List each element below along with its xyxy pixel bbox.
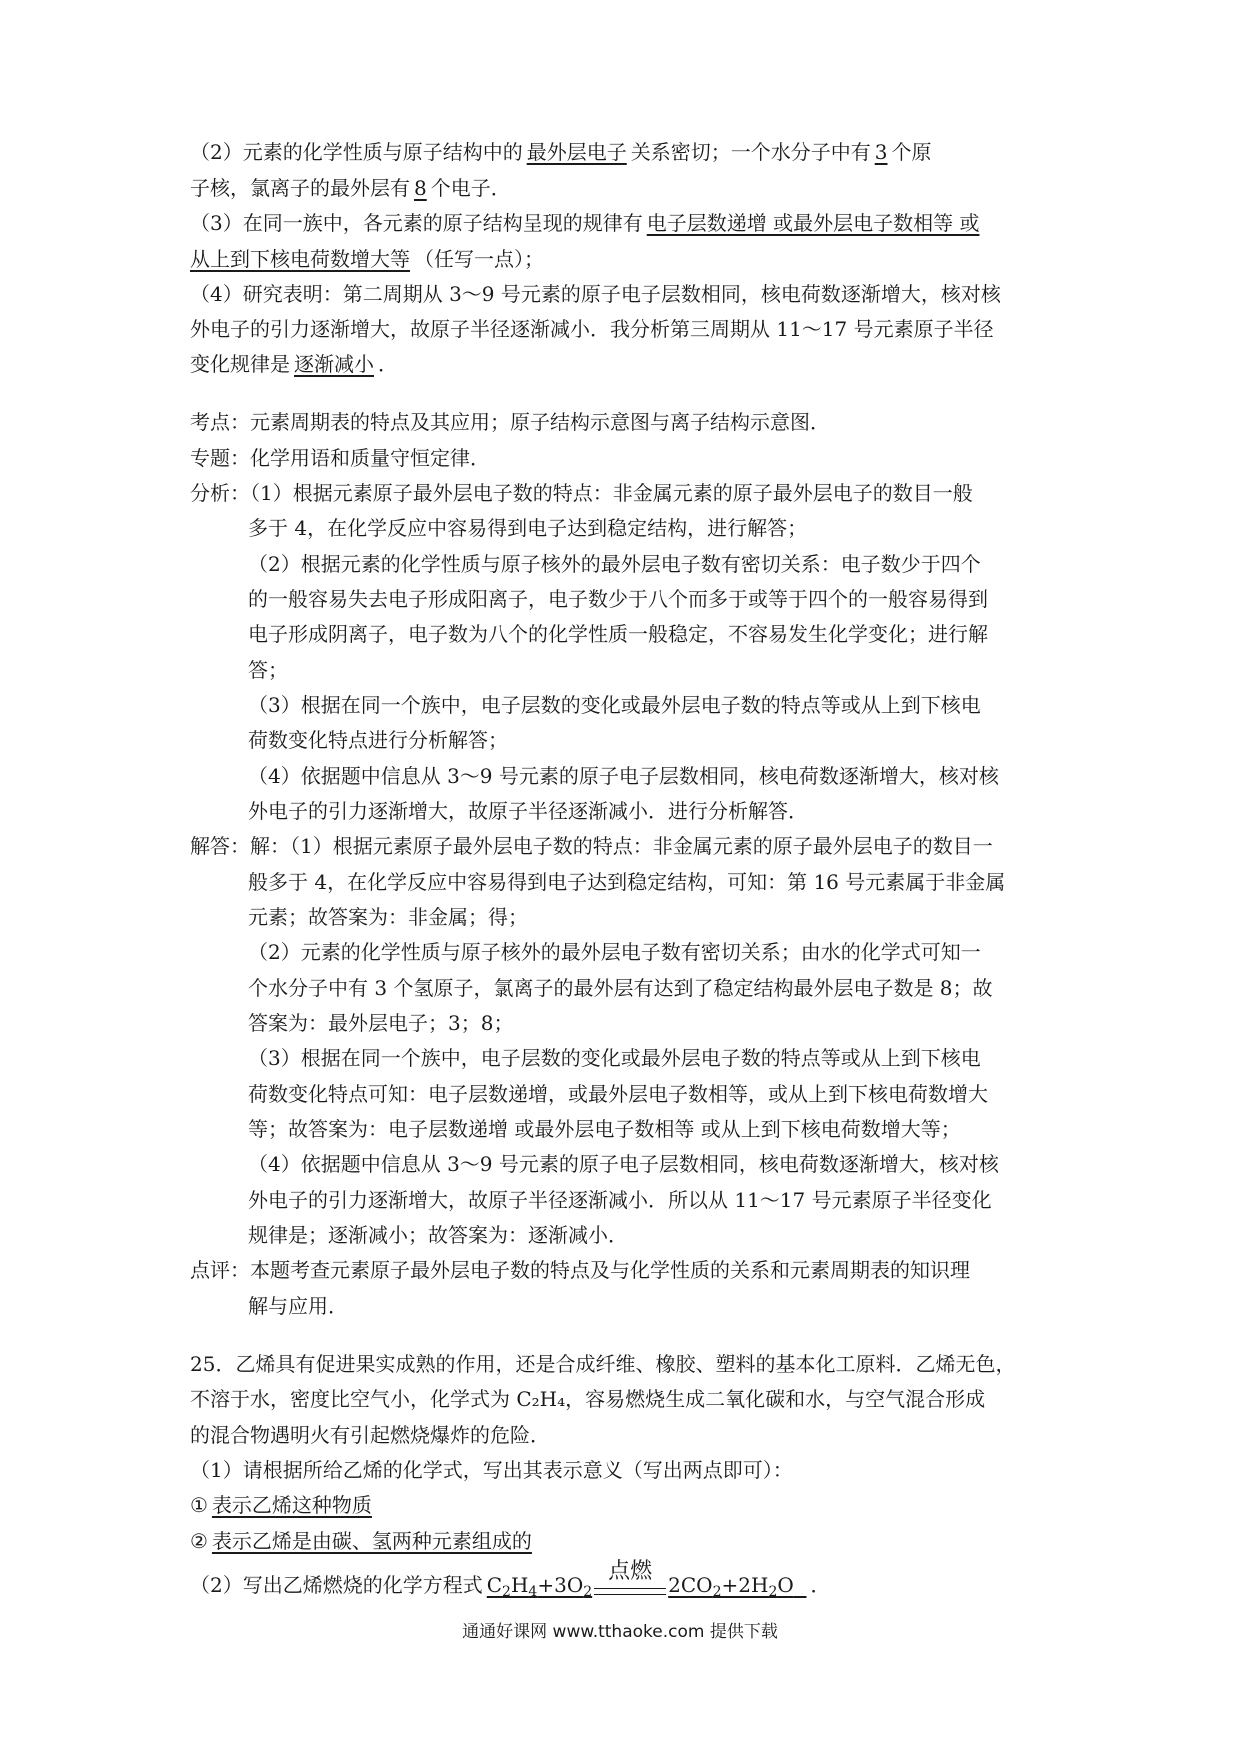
jieda-line: 解答：解：（1）根据元素原子最外层电子数的特点：非金属元素的原子最外层电子的数目一: [190, 834, 993, 858]
jieda-line: （4）依据题中信息从 3～9 号元素的原子电子层数相同，核电荷数逐渐增大，核对核: [248, 1152, 999, 1176]
q24-part4-line1: （4）研究表明：第二周期从 3～9 号元素的原子电子层数相同，核电荷数逐渐增大，核对核: [190, 282, 1001, 306]
fenxi-line: （4）依据题中信息从 3～9 号元素的原子电子层数相同，核电荷数逐渐增大，核对核: [248, 764, 999, 788]
q25-intro-line: 25．乙烯具有促进果实成熟的作用，还是合成纤维、橡胶、塑料的基本化工原料．乙烯无色，: [190, 1352, 1016, 1376]
q24-part2-line1: （2）元素的化学性质与原子结构中的 最外层电子 关系密切；一个水分子中有 3 个原: [190, 140, 932, 164]
jieda-line: 规律是；逐渐减小；故答案为：逐渐减小．: [248, 1223, 628, 1247]
answer-blank: 最外层电子: [526, 140, 627, 164]
dianping-line: 解与应用．: [248, 1294, 348, 1318]
q24-part3-line1: （3）在同一族中，各元素的原子结构呈现的规律有 电子层数递增 或最外层电子数相等 或: [190, 209, 983, 237]
q25-item1: ① 表示乙烯这种物质: [190, 1491, 376, 1519]
fenxi-line: 答；: [248, 658, 288, 682]
fenxi-line: （2）根据元素的化学性质与原子核外的最外层电子数有密切关系：电子数少于四个: [248, 552, 981, 576]
zhuanti: 专题：化学用语和质量守恒定律．: [190, 446, 490, 470]
jieda-line: 荷数变化特点可知：电子层数递增，或最外层电子数相等，或从上到下核电荷数增大: [248, 1082, 988, 1106]
answer-blank: 3: [874, 140, 888, 164]
jieda-line: 等；故答案为：电子层数递增 或最外层电子数相等 或从上到下核电荷数增大等；: [248, 1117, 961, 1141]
jieda-line: 般多于 4，在化学反应中容易得到电子达到稳定结构，可知：第 16 号元素属于非金属: [248, 870, 1006, 894]
jieda-line: 答案为：最外层电子；3；8；: [248, 1011, 514, 1035]
reaction-condition: 点燃: [592, 1578, 668, 1606]
fenxi-line: 分析：（1）根据元素原子最外层电子数的特点：非金属元素的原子最外层电子的数目一般: [190, 481, 973, 505]
jieda-line: 个水分子中有 3 个氢原子，氯离子的最外层有达到了稳定结构最外层电子数是 8；故: [248, 976, 993, 1000]
answer-blank: 从上到下核电荷数增大等: [190, 247, 410, 271]
q25-part2: （2）写出乙烯燃烧的化学方程式 $C_2H_4+3O_2$ 点燃 $2CO_2+2H_2O$ ．: [190, 1571, 831, 1606]
fenxi-line: 电子形成阴离子，电子数为八个的化学性质一般稳定，不容易发生化学变化；进行解: [248, 622, 988, 646]
jieda-line: 外电子的引力逐渐增大，故原子半径逐渐减小．所以从 11～17 号元素原子半径变化: [248, 1188, 992, 1212]
q24-part2-line2: 子核，氯离子的最外层有 8 个电子．: [190, 176, 511, 200]
fenxi-line: 外电子的引力逐渐增大，故原子半径逐渐减小．进行分析解答．: [248, 799, 808, 823]
q24-part3-line2: 从上到下核电荷数增大等 （任写一点）；: [190, 247, 544, 271]
answer-blank: 表示乙烯是由碳、氢两种元素组成的: [211, 1529, 532, 1553]
answer-blank: 8: [414, 176, 427, 200]
fenxi-line: （3）根据在同一个族中，电子层数的变化或最外层电子数的特点等或从上到下核电: [248, 693, 981, 717]
fenxi-line: 荷数变化特点进行分析解答；: [248, 728, 508, 752]
q25-part1: （1）请根据所给乙烯的化学式，写出其表示意义（写出两点即可）：: [190, 1458, 793, 1482]
dianping-line: 点评：本题考查元素原子最外层电子数的特点及与化学性质的关系和元素周期表的知识理: [190, 1258, 970, 1282]
q24-part4-line2: 外电子的引力逐渐增大，故原子半径逐渐减小．我分析第三周期从 11～17 号元素原子半径: [190, 317, 994, 341]
answer-blank: 电子层数递增 或最外层电子数相等 或: [646, 211, 980, 235]
jieda-line: （3）根据在同一个族中，电子层数的变化或最外层电子数的特点等或从上到下核电: [248, 1046, 981, 1070]
chemical-equation: $C_2H_4+3O_2$ 点燃 $2CO_2+2H_2O$: [483, 1573, 811, 1597]
fenxi-line: 多于 4，在化学反应中容易得到电子达到稳定结构，进行解答；: [248, 516, 808, 540]
q24-part4-line3: 变化规律是 逐渐减小 ．: [190, 352, 398, 376]
jieda-line: （2）元素的化学性质与原子核外的最外层电子数有密切关系；由水的化学式可知一: [248, 940, 981, 964]
kaodian: 考点：元素周期表的特点及其应用；原子结构示意图与离子结构示意图．: [190, 410, 830, 434]
q25-intro-line: 不溶于水，密度比空气小，化学式为 C₂H₄，容易燃烧生成二氧化碳和水，与空气混合形成: [190, 1387, 986, 1411]
jieda-line: 元素；故答案为：非金属；得；: [248, 905, 528, 929]
answer-blank: 表示乙烯这种物质: [211, 1493, 372, 1517]
page-footer: 通通好课网 www.tthaoke.com 提供下载: [462, 1622, 778, 1642]
fenxi-line: 的一般容易失去电子形成阳离子，电子数少于八个而多于或等于四个的一般容易得到: [248, 587, 988, 611]
q25-intro-line: 的混合物遇明火有引起燃烧爆炸的危险．: [190, 1423, 550, 1447]
answer-blank: 逐渐减小: [294, 352, 374, 376]
q25-item2: ② 表示乙烯是由碳、氢两种元素组成的: [190, 1527, 536, 1555]
